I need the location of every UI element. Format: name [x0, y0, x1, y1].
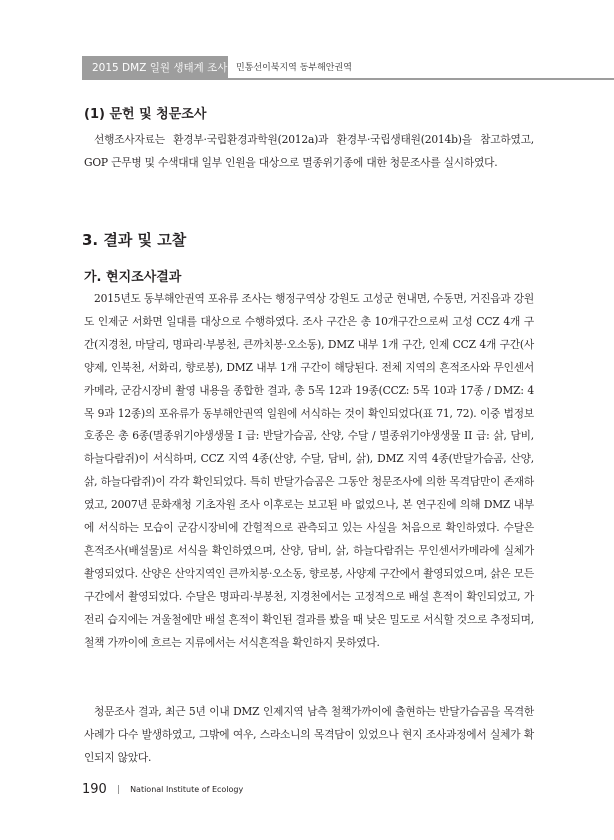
paragraph-interview-results: 청문조사 결과, 최근 5년 이내 DMZ 인제지역 남측 철책가까이에 출현하는 반달가슴곰을 목격한 사례가 다수 발생하였고, 그밖에 여우, 스라소니의 목격담이 있었으나 현지 조사과정에서 실체가 확인되지 않았다.: [84, 705, 534, 764]
report-title: 2015 DMZ 일원 생태계 조사: [82, 56, 228, 80]
page-number: 190: [82, 782, 107, 797]
paragraph-field-survey-results: 2015년도 동부해안권역 포유류 조사는 행정구역상 강원도 고성군 현내면, 수동면, 거진읍과 강원도 인제군 서화면 일대를 대상으로 수행하였다. 조사 구간은 총 10개구간으로써 고성 CCZ 4개 구간(지경천, 마달리, 명파리·부봉천, 큰까치봉·오소동), DMZ 내부 1개 구간, 인제 CCZ 4개 구간(사양제, 인북천, 서화리, 향로봉), DMZ 내부 1개 구간이 해당된다. 전체 지역의 흔적조사와 무인센서카메라, 군감시장비 촬영 내용을 종합한 결과, 총 5목 12과 19종(CCZ: 5목 10과 17종 / DMZ: 4목 9과 12종)의 포유류가 동부해안권역 일원에 서식하는 것이 확인되었다(표 71, 72). 이중 법정보호종은 총 6종(멸종위기야생생물 I 급: 반달가슴곰, 산양, 수달 / 멸종위기야생생물 II 급: 삵, 담비, 하늘다람쥐)이 서식하며, CCZ 지역 4종(산양, 수달, 담비, 삵), DMZ 지역 4종(반달가슴곰, 산양, 삵, 하늘다람쥐)이 각각 확인되었다. 특히 반달가슴곰은 그동안 청문조사에 의한 목격담만이 존재하였고, 2007년 문화재청 기초자원 조사 이후로는 보고된 바 없었으나, 본 연구진에 의해 DMZ 내부에 서식하는 모습이 군감시장비에 간헐적으로 관측되고 있는 사실을 처음으로 확인하였다. 수달은 흔적조사(배설물)로 서식을 확인하였으며, 산양, 담비, 삵, 하늘다람쥐는 무인센서카메라에 실체가 촬영되었다. 산양은 산악지역인 큰까치봉·오소동, 향로봉, 사양제 구간에서 촬영되었으며, 삵은 모든 구간에서 촬영되었다. 수달은 명파리·부봉천, 지경천에서는 고정적으로 배설 흔적이 확인되었고, 가전리 습지에는 겨울철에만 배설 흔적이 확인된 결과를 봤을 때 낮은 밀도로 서식할 것으로 추정되며, 철책 가까이에 흐르는 지류에서는 서식흔적을 확인하지 못하였다.: [84, 292, 534, 649]
section-subtitle: 민통선이북지역 동부해안권역: [236, 63, 352, 73]
footer-separator: |: [116, 784, 120, 795]
running-header: [0, 56, 614, 80]
heading-field-survey-results: 가. 현지조사결과: [84, 270, 182, 285]
footer-institute: National Institute of Ecology: [130, 785, 244, 794]
paragraph-literature-survey: 선행조사자료는 환경부·국립환경과학원(2012a)과 환경부·국립생태원(2014b)을 참고하였고, GOP 근무병 및 수색대대 일부 인원을 대상으로 멸종위기종에 대한 청문조사를 실시하였다.: [84, 133, 534, 169]
page-footer: [82, 779, 243, 798]
heading-literature-survey: (1) 문헌 및 청문조사: [84, 107, 207, 122]
heading-results-discussion: 3. 결과 및 고찰: [82, 231, 187, 249]
header-rule: [228, 78, 614, 80]
